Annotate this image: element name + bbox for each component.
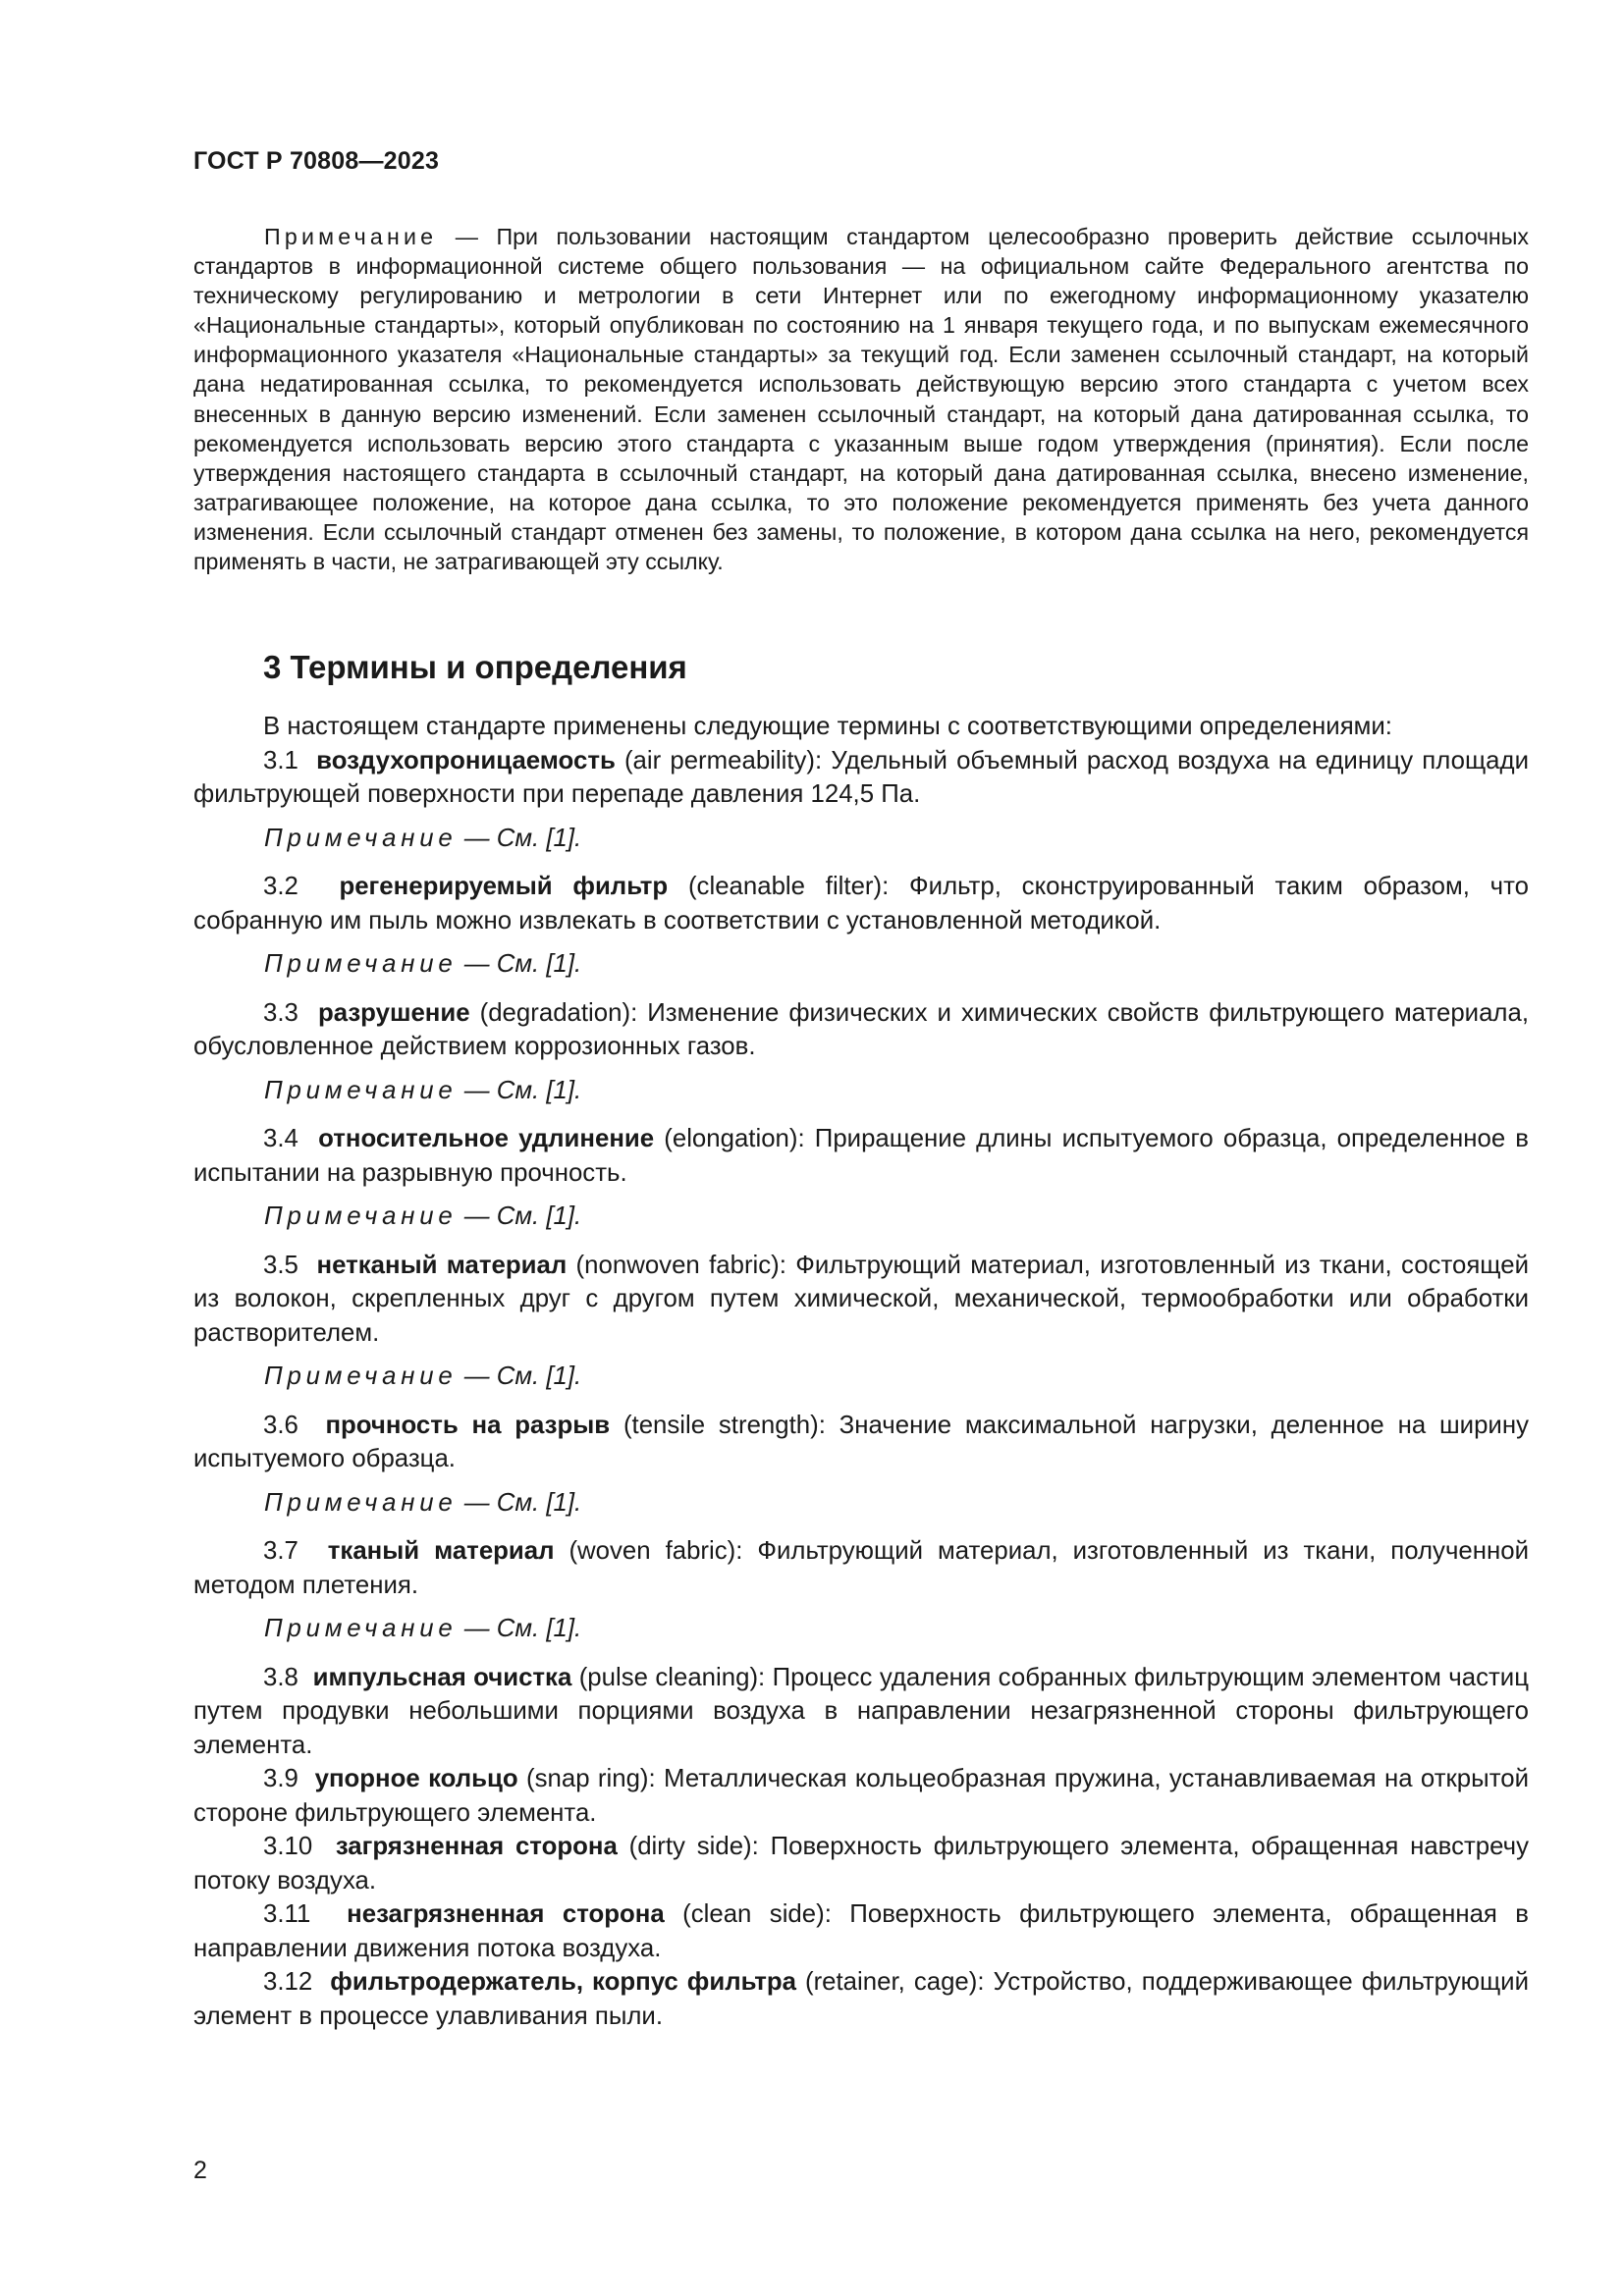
note-text: — См. [1]. (457, 950, 582, 978)
term-number: 3.11 (263, 1900, 311, 1928)
note-label: Примечание (264, 1202, 458, 1230)
term-number: 3.9 (263, 1765, 298, 1792)
term-definition: (dirty side): Поверхность фильтрующего элемента, обращенная навстречу потоку воздуха. (193, 1833, 1529, 1895)
term-name: воздухопроницаемость (316, 746, 616, 774)
note-text: — См. [1]. (457, 1488, 582, 1517)
document-header: ГОСТ Р 70808—2023 (193, 147, 440, 175)
term-definition: (clean side): Поверхность фильтрующего элемента, обращенная в направлении движения потока воздуха. (193, 1900, 1530, 1962)
term-definition: (retainer, cage): Устройство, поддерживающее фильтрующий элемент в процессе улавливания пыли. (193, 1968, 1529, 2030)
term-number: 3.2 (263, 873, 298, 900)
terms-section (193, 710, 1529, 2033)
term-number: 3.10 (263, 1833, 313, 1860)
term-entry (193, 1534, 1529, 1602)
term-name: загрязненная сторона (335, 1833, 618, 1860)
term-number: 3.3 (263, 998, 298, 1027)
term-note (193, 1360, 1529, 1394)
term-entry (193, 1249, 1529, 1351)
note-text: — См. [1]. (457, 1076, 582, 1104)
note-label: Примечание (264, 950, 458, 978)
term-note (193, 1612, 1529, 1646)
preamble-note (193, 222, 1529, 576)
term-definition: (snap ring): Металлическая кольцеобразная пружина, устанавливаемая на открытой стороне фильтрующего элемента. (193, 1765, 1529, 1827)
note-text: — См. [1]. (457, 1202, 582, 1230)
term-note (193, 1074, 1529, 1108)
term-name: упорное кольцо (314, 1765, 518, 1792)
term-entry (193, 1762, 1529, 1830)
term-number: 3.12 (263, 1968, 313, 1996)
term-entry (193, 1661, 1529, 1763)
term-name: тканый материал (327, 1537, 555, 1565)
note-label: Примечание (264, 1615, 458, 1642)
term-entry (193, 1897, 1529, 1965)
term-number: 3.8 (263, 1663, 298, 1691)
term-note (193, 947, 1529, 982)
term-entry (193, 870, 1529, 937)
note-label: Примечание (264, 1488, 458, 1517)
term-number: 3.5 (263, 1251, 298, 1279)
term-entry (193, 996, 1529, 1064)
term-definition: (woven fabric): Фильтрующий материал, изготовленный из ткани, полученной методом плетения. (193, 1537, 1529, 1599)
note-text: — См. [1]. (457, 1362, 582, 1390)
term-note (193, 1200, 1529, 1234)
term-number: 3.1 (263, 746, 298, 774)
term-number: 3.4 (263, 1125, 298, 1152)
note-text: — См. [1]. (457, 824, 582, 852)
note-label: Примечание (264, 1076, 458, 1104)
term-name: регенерируемый фильтр (339, 873, 669, 900)
term-definition: (elongation): Приращение длины испытуемого образца, определенное в испытании на разрывную прочность. (193, 1125, 1529, 1187)
term-definition: (pulse cleaning): Процесс удаления собранных фильтрующим элементом частиц путем продувки небольшими порциями воздуха в направлении незагрязненной стороны фильтрующего элемента. (193, 1663, 1529, 1759)
term-name: нетканый материал (316, 1251, 568, 1279)
term-name: фильтродержатель, корпус фильтра (330, 1968, 796, 1996)
term-number: 3.6 (263, 1411, 298, 1439)
term-definition: (nonwoven fabric): Фильтрующий материал, изготовленный из ткани, состоящей из волокон, скрепленных друг с другом путем химической, механической, термообработки или обработки растворителем. (193, 1251, 1529, 1347)
section-intro: В настоящем стандарте применены следующие термины с соответствующими определениями: (263, 713, 1392, 740)
term-entry (193, 1122, 1529, 1190)
note-text: — При пользовании настоящим стандартом целесообразно проверить действие ссылочных стандартов в информационной системе общего пользования — на официальном сайте Федерального агентства по техническому регулированию и метрологии в сети Интернет или по ежегодному информационному указателю «Национальные стандарты», который опубликован по состоянию на 1 января текущего года, и по выпускам ежемесячного информационного указателя «Национальные стандарты» за текущий год. Если заменен ссылочный стандарт, на который дана недатированная ссылка, то рекомендуется использовать действующую версию этого стандарта с учетом всех внесенных в данную версию изменений. Если заменен ссылочный стандарт, на который дана датированная ссылка, то рекомендуется использовать версию этого стандарта с указанным выше годом утверждения (принятия). Если после утверждения настоящего стандарта в ссылочный стандарт, на который дана датированная ссылка, внесено изменение, затрагивающее положение, на которое дана ссылка, то это положение рекомендуется применять без учета данного изменения. Если ссылочный стандарт отменен без замены, то положение, в котором дана ссылка на него, рекомендуется применять в части, не затрагивающей эту ссылку. (193, 224, 1529, 575)
term-entry (193, 744, 1529, 812)
term-definition: (air permeability): Удельный объемный расход воздуха на единицу площади фильтрующей поверхности при перепаде давления 124,5 Па. (193, 746, 1529, 808)
term-name: незагрязненная сторона (347, 1900, 665, 1928)
section-title: 3 Термины и определения (263, 649, 687, 685)
term-entry (193, 1409, 1529, 1476)
term-number: 3.7 (263, 1537, 298, 1565)
term-definition: (degradation): Изменение физических и химических свойств фильтрующего материала, обусловленное действием коррозионных газов. (193, 998, 1529, 1060)
term-definition: (tensile strength): Значение максимальной нагрузки, деленное на ширину испытуемого образца. (193, 1411, 1529, 1472)
term-definition: (cleanable filter): Фильтр, сконструированный таким образом, что собранную им пыль можно извлекать в соответствии с установленной методикой. (193, 873, 1529, 934)
term-name: разрушение (317, 998, 470, 1027)
term-name: прочность на разрыв (325, 1411, 611, 1439)
term-name: относительное удлинение (318, 1125, 655, 1152)
term-entry (193, 1965, 1529, 2033)
term-note (193, 822, 1529, 856)
term-entry (193, 1830, 1529, 1897)
page-number: 2 (193, 2157, 207, 2184)
note-label: Примечание (264, 1362, 458, 1390)
note-label: Примечание (264, 824, 458, 852)
term-name: импульсная очистка (312, 1663, 572, 1691)
term-note (193, 1486, 1529, 1521)
note-label: Примечание (264, 224, 438, 249)
note-text: — См. [1]. (457, 1615, 582, 1642)
